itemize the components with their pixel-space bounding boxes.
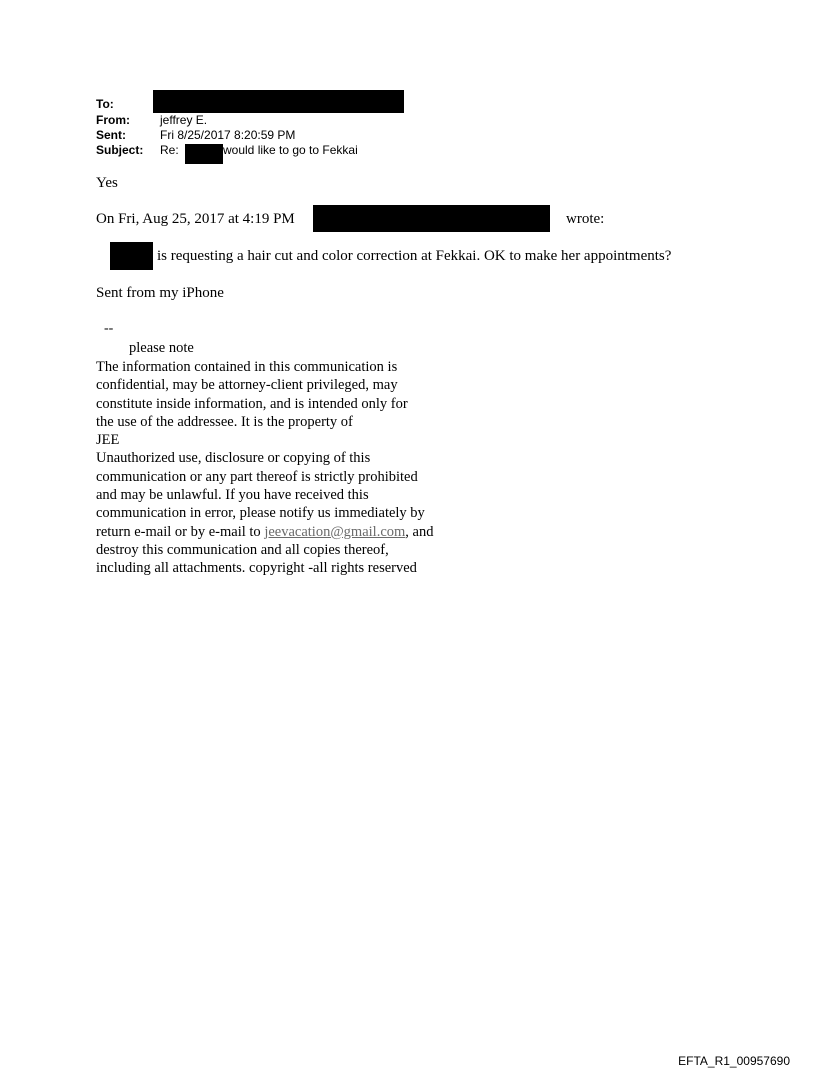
to-label: To: (96, 97, 114, 111)
disclaimer-line: communication in error, please notify us immediately by (96, 505, 425, 522)
document-id: EFTA_R1_00957690 (678, 1054, 790, 1068)
subject-label: Subject: (96, 143, 144, 157)
disclaimer-line: JEE (96, 432, 120, 449)
redaction-sender (313, 205, 550, 232)
disclaimer-line: communication or any part thereof is strictly prohibited (96, 468, 418, 485)
disclaimer-line-part: , and (405, 523, 434, 540)
redaction-subject (185, 144, 223, 164)
sent-label: Sent: (96, 128, 126, 142)
disclaimer-block (96, 358, 433, 578)
please-note-text: please note (129, 340, 194, 356)
disclaimer-line: confidential, may be attorney-client privileged, may (96, 377, 398, 394)
disclaimer-line-part: return e-mail or by e-mail to (96, 523, 261, 540)
quote-intro-before: On Fri, Aug 25, 2017 at 4:19 PM (96, 211, 295, 227)
disclaimer-line: destroy this communication and all copies thereof, (96, 541, 389, 558)
disclaimer-line: constitute inside information, and is intended only for (96, 395, 408, 412)
subject-rest: would like to go to Fekkai (223, 143, 358, 157)
sent-value: Fri 8/25/2017 8:20:59 PM (160, 128, 296, 142)
signature-text: Sent from my iPhone (96, 285, 224, 301)
disclaimer-line: including all attachments. copyright -all rights reserved (96, 560, 417, 577)
disclaimer-line-email (96, 523, 433, 541)
disclaimer-line: The information contained in this communication is (96, 359, 398, 375)
disclaimer-line: Unauthorized use, disclosure or copying of this (96, 450, 371, 467)
redaction-name (110, 242, 153, 270)
quote-intro-after: wrote: (566, 211, 605, 227)
disclaimer-line: the use of the addressee. It is the property of (96, 413, 353, 430)
separator-text: -- (104, 321, 114, 336)
email-link[interactable]: jeevacation@gmail.com (264, 523, 406, 540)
from-value: jeffrey E. (160, 113, 208, 127)
subject-prefix: Re: (160, 143, 179, 157)
reply-text: Yes (96, 175, 118, 191)
redaction-to (153, 90, 404, 113)
disclaimer-line: and may be unlawful. If you have received this (96, 487, 369, 504)
from-label: From: (96, 113, 130, 127)
quoted-message: is requesting a hair cut and color correction at Fekkai. OK to make her appointments? (157, 248, 672, 264)
